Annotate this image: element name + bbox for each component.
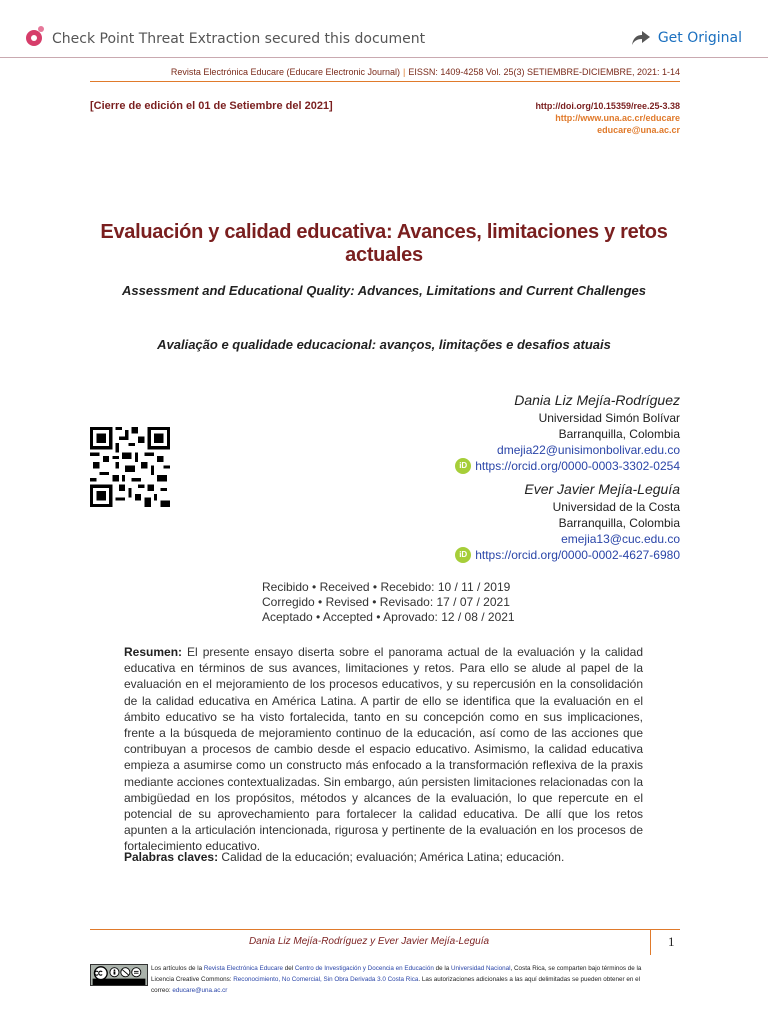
accepted-date: Aceptado • Accepted • Aprovado: 12 / 08 / 2021 xyxy=(262,610,515,624)
page-number-divider xyxy=(650,929,651,955)
abstract xyxy=(124,644,643,855)
keywords xyxy=(124,850,564,864)
submission-dates xyxy=(262,580,515,625)
author-2-university: Universidad de la Costa xyxy=(552,500,680,514)
journal-url-link[interactable]: http://www.una.ac.cr/educare xyxy=(555,113,680,123)
checkpoint-logo-dot xyxy=(38,26,44,32)
license-text-3: de la xyxy=(433,965,451,972)
article-title-english: Assessment and Educational Quality: Advances, Limitations and Current Challenges xyxy=(122,283,646,298)
author-2-location: Barranquilla, Colombia xyxy=(558,516,680,530)
author-1-location: Barranquilla, Colombia xyxy=(558,427,680,441)
author-1-orcid-link[interactable]: https://orcid.org/0000-0003-3302-0254 xyxy=(475,459,680,473)
share-arrow-icon xyxy=(632,31,650,45)
keywords-label: Palabras claves: xyxy=(124,850,219,864)
journal-email-link[interactable]: educare@una.ac.cr xyxy=(597,125,680,135)
license-notice xyxy=(151,963,649,996)
author-2-name: Ever Javier Mejía-Leguía xyxy=(524,481,680,497)
author-2-email[interactable]: emejia13@cuc.edu.co xyxy=(561,532,680,546)
license-journal-link[interactable]: Revista Electrónica Educare xyxy=(203,965,283,972)
header-separator: | xyxy=(403,67,406,77)
journal-issn: EISSN: 1409-4258 Vol. 25(3) SETIEMBRE-DICIEMBRE, 2021: 1-14 xyxy=(408,67,680,77)
header-divider xyxy=(90,81,680,82)
footer-authors: Dania Liz Mejía-Rodríguez y Ever Javier Mejía-Leguía xyxy=(248,936,490,947)
license-university-link[interactable]: Universidad Nacional xyxy=(451,965,511,972)
journal-links xyxy=(535,100,680,136)
license-center-link[interactable]: Centro de Investigación y Docencia en Educación xyxy=(294,965,434,972)
page-number: 1 xyxy=(668,934,675,949)
author-1-email[interactable]: dmejia22@unisimonbolivar.edu.co xyxy=(497,443,680,457)
get-original-button[interactable] xyxy=(632,30,742,46)
license-text-2: del xyxy=(282,965,295,972)
security-text: Check Point Threat Extraction secured this document xyxy=(52,31,426,47)
edition-closing-note: [Cierre de edición el 01 de Setiembre del 2021] xyxy=(90,100,333,112)
license-text-5: . Las autorizaciones adicionales a las aquí delimitadas se pueden obtener en el correo: xyxy=(151,976,640,994)
qr-code-icon xyxy=(90,426,170,508)
author-1-block xyxy=(455,392,680,474)
journal-header xyxy=(90,67,680,77)
received-date: Recibido • Received • Recebido: 10 / 11 / 2019 xyxy=(262,580,511,594)
author-1-orcid xyxy=(455,458,680,474)
author-1-university: Universidad Simón Bolívar xyxy=(538,411,680,425)
revised-date: Corregido • Revised • Revisado: 17 / 07 / 2021 xyxy=(262,595,510,609)
security-banner xyxy=(0,0,768,58)
license-text-4: , Costa Rica, se comparten bajo términos de la Licencia Creative Commons: xyxy=(151,965,642,983)
license-cc-link[interactable]: Reconocimiento, No Comercial, Sin Obra Derivada 3.0 Costa Rica xyxy=(233,976,419,983)
doi-link[interactable]: http://doi.org/10.15359/ree.25-3.38 xyxy=(535,101,680,111)
orcid-icon: iD xyxy=(455,458,471,474)
orcid-icon: iD xyxy=(455,547,471,563)
abstract-label: Resumen: xyxy=(124,645,183,659)
get-original-label: Get Original xyxy=(657,30,742,46)
author-1-name: Dania Liz Mejía-Rodríguez xyxy=(514,392,680,408)
keywords-text: Calidad de la educación; evaluación; América Latina; educación. xyxy=(218,850,565,864)
author-2-orcid-link[interactable]: https://orcid.org/0000-0002-4627-6980 xyxy=(475,548,680,562)
checkpoint-logo-icon xyxy=(26,30,42,46)
creative-commons-icon xyxy=(90,964,148,986)
article-title-portuguese: Avaliação e qualidade educacional: avanços, limitações e desafios atuais xyxy=(157,337,611,352)
footer-divider xyxy=(90,929,680,930)
abstract-text: El presente ensayo diserta sobre el panorama actual de la evaluación y la calidad educativa en términos de sus avances, limitaciones y retos. Para ello se alude al papel de la evaluación en el mejoramiento de los procesos educativos, y su repercusión en la consolidación de la calidad educativa en América Latina. A partir de ello se identifica que la evaluación en el ámbito educativo se ha visto fortalecida, tanto en su concepción como en sus implicaciones, frente a la búsqueda de mejoramiento continuo de la educación, así como de las acciones que contribuyan a procesos de cambio desde el espacio educativo. Asimismo, la calidad educativa empieza a asumirse como un constructo más enfocado a la transformación reflexiva de la praxis mediante acciones contextualizadas. Sin embargo, aún persisten limitaciones relacionadas con la ambigüedad en los propósitos, métodos y alcances de la evaluación, lo que repercute en el potencial de su aprovechamiento para fortalecer la calidad educativa. De allí que los retos apunten a la articulación intencionada, rigurosa y pertinente de la evaluación en los procesos de fortalecimiento educativo. xyxy=(124,645,643,854)
author-2-orcid xyxy=(455,547,680,563)
author-2-block xyxy=(455,481,680,563)
journal-name: Revista Electrónica Educare (Educare Electronic Journal) xyxy=(170,67,401,77)
article-title: Evaluación y calidad educativa: Avances, limitaciones y retos actuales xyxy=(100,221,668,266)
license-email-link[interactable]: educare@una.ac.cr xyxy=(172,987,228,994)
license-text-1: Los artículos de la xyxy=(151,965,204,972)
